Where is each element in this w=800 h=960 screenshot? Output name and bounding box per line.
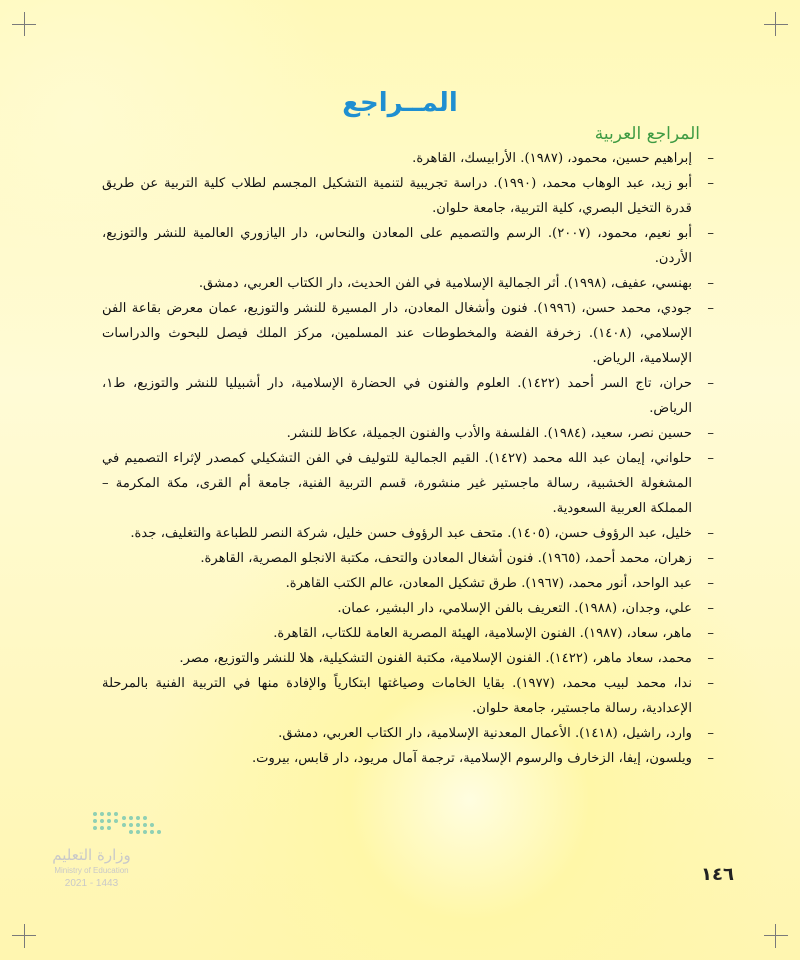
edition-year: 2021 - 1443 xyxy=(64,878,119,889)
crop-mark xyxy=(775,12,776,36)
page-number: ١٤٦ xyxy=(701,864,734,885)
ministry-name-english: Ministry of Education xyxy=(54,866,129,875)
reference-item: – ندا، محمد لبيب محمد، (١٩٧٧). بقايا الخامات وصياغتها ابتكارياً والإفادة منها في التربية الفنية بالمرحلة الإعدادية، رسالة ماجستير، جامعة حلوان. xyxy=(102,671,714,721)
crop-mark xyxy=(775,924,776,948)
reference-list xyxy=(102,146,714,771)
reference-item: – أبو زيد، عبد الوهاب محمد، (١٩٩٠). دراسة تجريبية لتنمية التشكيل المجسم لطلاب كلية التربية عن طريق قدرة التخيل البصري، كلية التربية، جامعة حلوان. xyxy=(102,171,714,221)
reference-item: – جودي، محمد حسن، (١٩٩٦). فنون وأشغال المعادن، دار المسيرة للنشر والتوزيع، عمان معرض بقاعة الفن الإسلامي، (١٤٠٨). زخرفة الفضة والمخطوطات عند المسلمين، مركز الملك فيصل للبحوث والدراسات الإسلامية، الرياض. xyxy=(102,296,714,371)
crop-mark xyxy=(764,935,788,936)
crop-mark xyxy=(764,24,788,25)
reference-item: – حسين نصر، سعيد، (١٩٨٤). الفلسفة والأدب والفنون الجميلة، عكاظ للنشر. xyxy=(102,421,714,446)
crop-mark xyxy=(24,12,25,36)
reference-item: – ويلسون، إيفا، الزخارف والرسوم الإسلامية، ترجمة آمال مريود، دار قابس، بيروت. xyxy=(102,746,714,771)
reference-item: – حلواني، إيمان عبد الله محمد (١٤٢٧). القيم الجمالية للتوليف في الفن التشكيلي كمصدر لإثراء التصميم في المشغولة الخشبية، رسالة ماجستير غير منشورة، قسم التربية الفنية، جامعة أم القرى، مكة المكرمة – المملكة العربية السعودية. xyxy=(102,446,714,521)
reference-item: – علي، وجدان، (١٩٨٨). التعريف بالفن الإسلامي، دار البشير، عمان. xyxy=(102,596,714,621)
reference-item: – أبو نعيم، محمود، (٢٠٠٧). الرسم والتصميم على المعادن والنحاس، دار اليازوري العالمية للنشر والتوزيع، الأردن. xyxy=(102,221,714,271)
reference-item: – زهران، محمد أحمد، (١٩٦٥). فنون أشغال المعادن والتحف، مكتبة الانجلو المصرية، القاهرة. xyxy=(102,546,714,571)
reference-item: – وارد، راشيل، (١٤١٨). الأعمال المعدنية الإسلامية، دار الكتاب العربي، دمشق. xyxy=(102,721,714,746)
ministry-logo-icon xyxy=(90,808,180,838)
reference-item: – عبد الواحد، أنور محمد، (١٩٦٧). طرق تشكيل المعادن، عالم الكتب القاهرة. xyxy=(102,571,714,596)
page-title: المــراجع xyxy=(342,88,458,118)
section-heading: المراجع العربية xyxy=(594,124,700,144)
reference-item: – حران، تاج السر أحمد (١٤٢٢). العلوم والفنون في الحضارة الإسلامية، دار أشبيليا للنشر والتوزيع، ط١، الرياض. xyxy=(102,371,714,421)
ministry-logo xyxy=(44,808,184,888)
reference-item: – محمد، سعاد ماهر، (١٤٢٢). الفنون الإسلامية، مكتبة الفنون التشكيلية، هلا للنشر والتوزيع، مصر. xyxy=(102,646,714,671)
reference-item: – خليل، عبد الرؤوف حسن، (١٤٠٥). متحف عبد الرؤوف حسن خليل، شركة النصر للطباعة والتغليف، جدة. xyxy=(102,521,714,546)
reference-item: – بهنسي، عفيف، (١٩٩٨). أثر الجمالية الإسلامية في الفن الحديث، دار الكتاب العربي، دمشق. xyxy=(102,271,714,296)
reference-item: – ماهر، سعاد، (١٩٨٧). الفنون الإسلامية، الهيئة المصرية العامة للكتاب، القاهرة. xyxy=(102,621,714,646)
reference-item: – إبراهيم حسين، محمود، (١٩٨٧). الأرابيسك، القاهرة. xyxy=(102,146,714,171)
ministry-name-arabic: وزارة التعليم xyxy=(52,846,131,864)
crop-mark xyxy=(24,924,25,948)
